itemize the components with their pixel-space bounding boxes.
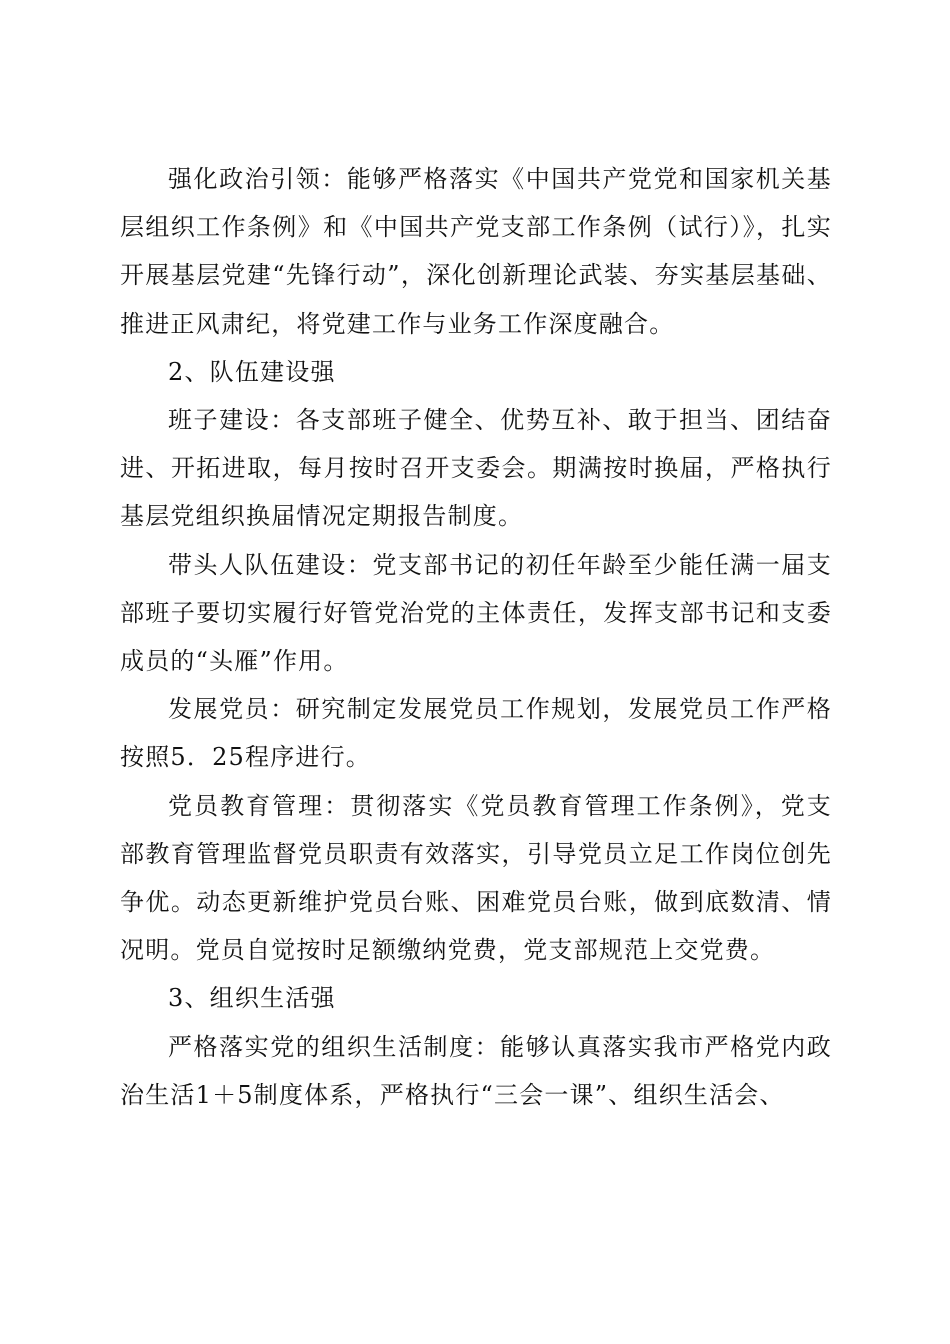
paragraph-member-education: 党员教育管理：贯彻落实《党员教育管理工作条例》，党支部教育管理监督党员职责有效落实，引导党员立足工作岗位创先争优。动态更新维护党员台账、困难党员台账，做到底数清、情况明。党员自觉按时足额缴纳党费，党支部规范上交党费。 [120, 791, 832, 965]
paragraph-political-leadership: 强化政治引领：能够严格落实《中国共产党党和国家机关基层组织工作条例》和《中国共产党支部工作条例（试行）》，扎实开展基层党建“先锋行动”，深化创新理论武装、夯实基层基础、推进正风肃纪，将党建工作与业务工作深度融合。 [120, 165, 832, 338]
document-body [120, 155, 832, 1119]
paragraph-leader-team-building: 带头人队伍建设：党支部书记的初任年龄至少能任满一届支部班子要切实履行好管党治党的主体责任，发挥支部书记和支委成员的“头雁”作用。 [120, 550, 832, 676]
section-heading-team-building: 2、队伍建设强 [168, 357, 336, 386]
paragraph-leadership-team: 班子建设：各支部班子健全、优势互补、敢于担当、团结奋进、开拓进取，每月按时召开支委会。期满按时换届，严格执行基层党组织换届情况定期报告制度。 [120, 406, 832, 531]
section-heading-organization-life: 3、组织生活强 [168, 984, 336, 1013]
paragraph-organization-life-system: 严格落实党的组织生活制度：能够认真落实我市严格党内政治生活1＋5制度体系，严格执行“三会一课”、组织生活会、 [120, 1032, 832, 1109]
paragraph-member-development: 发展党员：研究制定发展党员工作规划，发展党员工作严格按照5．25程序进行。 [120, 695, 832, 772]
